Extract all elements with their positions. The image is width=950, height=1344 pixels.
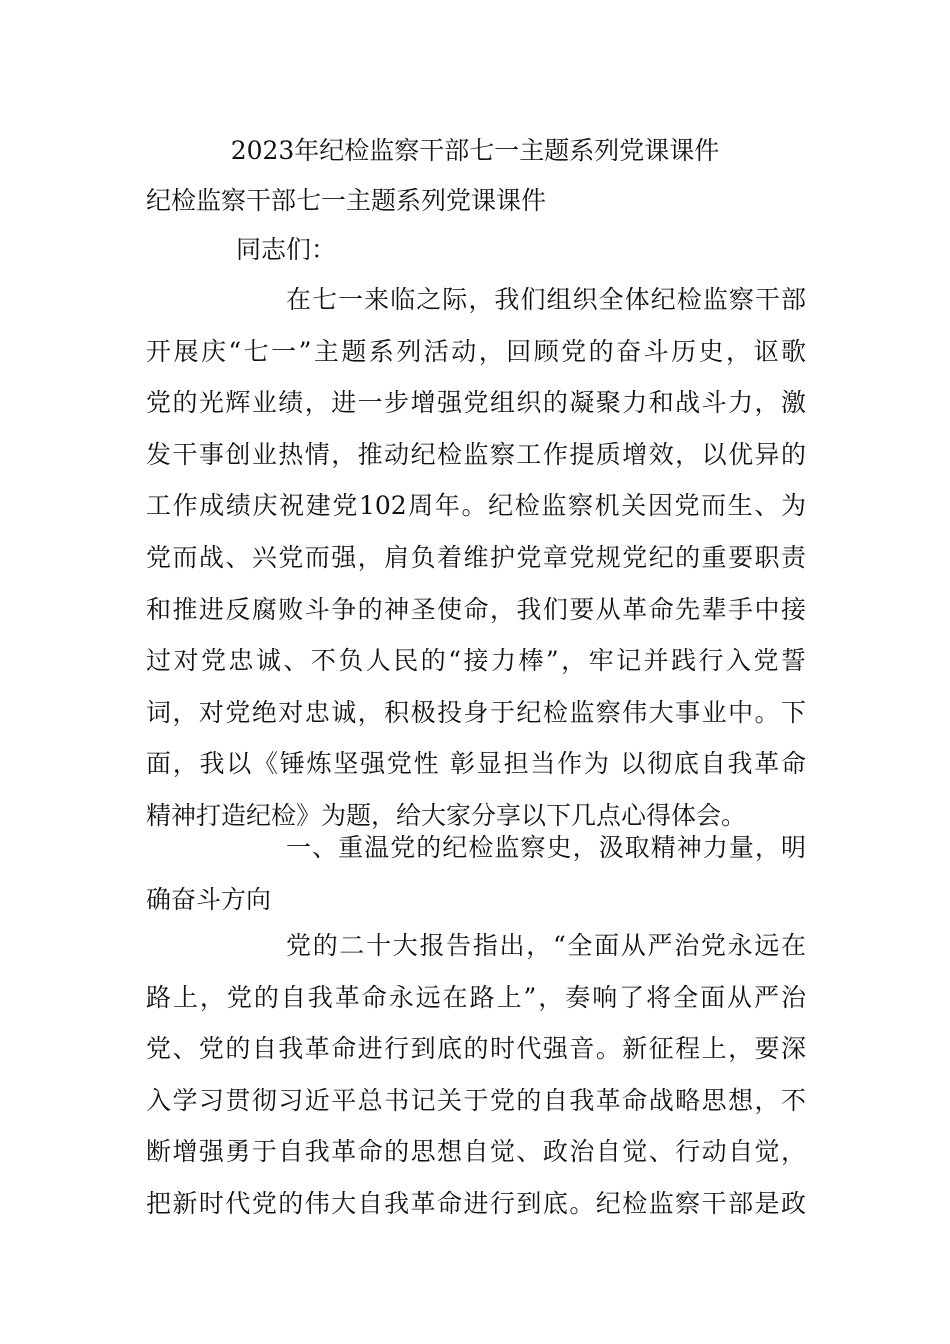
heading-line: 一、重温党的纪检监察史，汲取精神力量，明 — [286, 833, 806, 862]
text-line: 断增强勇于自我革命的思想自觉、政治自觉、行动自觉， — [146, 1137, 806, 1167]
text-line: 精神打造纪检》为题，给大家分享以下几点心得体会。 — [146, 800, 747, 830]
text-line: 和推进反腐败斗争的神圣使命，我们要从革命先辈手中接 — [146, 594, 806, 624]
text-line: 发干事创业热情，推动纪检监察工作提质增效，以优异的 — [146, 439, 806, 469]
paragraph-section-1 — [146, 920, 806, 1230]
text-line: 工作成绩庆祝建党102周年。纪检监察机关因党而生、为 — [146, 491, 806, 521]
text-line: 面，我以《锤炼坚强党性 彰显担当作为 以彻底自我革命 — [146, 749, 806, 779]
section-heading-1 — [146, 822, 806, 925]
text-line: 路上，党的自我革命永远在路上”，奏响了将全面从严治 — [146, 982, 806, 1012]
text-line: 党、党的自我革命进行到底的时代强音。新征程上，要深 — [146, 1034, 806, 1064]
document-subtitle: 纪检监察干部七一主题系列党课课件 — [146, 186, 547, 215]
text-line: 入学习贯彻习近平总书记关于党的自我革命战略思想，不 — [146, 1085, 806, 1115]
heading-line: 确奋斗方向 — [146, 884, 272, 914]
text-line: 党而战、兴党而强，肩负着维护党章党规党纪的重要职责 — [146, 542, 806, 572]
document-title: 2023年纪检监察干部七一主题系列党课课件 — [230, 136, 720, 165]
text-line: 开展庆“七一”主题系列活动，回顾党的奋斗历史，讴歌 — [146, 336, 806, 366]
text-line: 词，对党绝对忠诚，积极投身于纪检监察伟大事业中。下 — [146, 697, 806, 727]
text-line: 党的二十大报告指出，“全面从严治党永远在 — [286, 931, 806, 960]
text-line: 把新时代党的伟大自我革命进行到底。纪检监察干部是政 — [146, 1188, 806, 1218]
paragraph-intro — [146, 274, 806, 842]
text-line: 在七一来临之际，我们组织全体纪检监察干部 — [286, 285, 806, 314]
text-line: 党的光辉业绩，进一步增强党组织的凝聚力和战斗力，激 — [146, 388, 806, 418]
greeting: 同志们： — [236, 235, 337, 264]
text-line: 过对党忠诚、不负人民的“接力棒”，牢记并践行入党誓 — [146, 646, 806, 676]
